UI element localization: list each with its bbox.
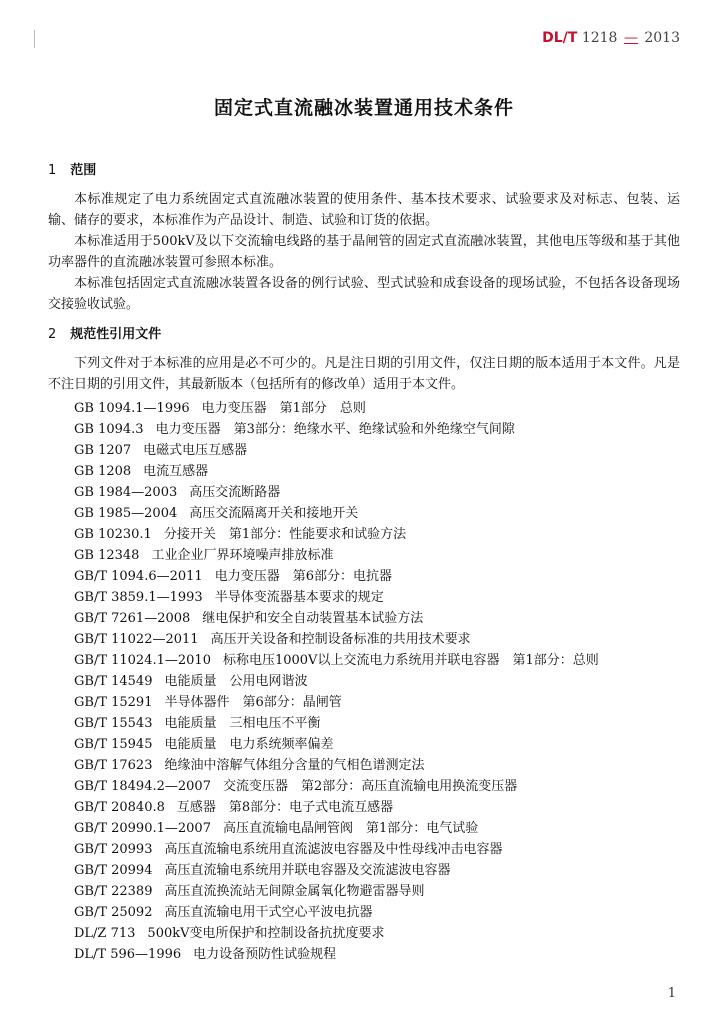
- reference-code: GB 1094.3: [74, 422, 144, 437]
- reference-item: [48, 440, 680, 461]
- reference-title: 高压直流输电系统用直流滤波电容器及中性母线冲击电容器: [164, 842, 503, 857]
- reference-item: [48, 629, 680, 650]
- reference-title: 电力设备预防性试验规程: [193, 947, 337, 962]
- reference-item: [48, 608, 680, 629]
- reference-title: 交流变压器 第2部分：高压直流输电用换流变压器: [222, 779, 518, 794]
- reference-item: [48, 545, 680, 566]
- reference-title: 继电保护和安全自动装置基本试验方法: [202, 611, 424, 626]
- reference-code: GB/T 11024.1—2010: [74, 653, 211, 668]
- reference-code: DL/T 596—1996: [74, 947, 182, 962]
- reference-item: [48, 692, 680, 713]
- reference-item: [48, 482, 680, 503]
- reference-title: 电力变压器 第6部分：电抗器: [214, 569, 392, 584]
- reference-title: 高压开关设备和控制设备标准的共用技术要求: [210, 632, 471, 647]
- reference-item: [48, 944, 680, 965]
- reference-item: [48, 419, 680, 440]
- reference-title: 半导体变流器基本要求的规定: [214, 590, 384, 605]
- reference-title: 高压交流断路器: [189, 485, 281, 500]
- reference-code: GB/T 22389: [74, 884, 153, 899]
- reference-code: GB/T 25092: [74, 905, 153, 920]
- reference-title: 高压直流输电系统用并联电容器及交流滤波电容器: [164, 863, 451, 878]
- reference-code: GB 10230.1: [74, 527, 152, 542]
- reference-list: [48, 398, 680, 965]
- document-title: 固定式直流融冰装置通用技术条件: [213, 97, 514, 119]
- reference-code: GB/T 17623: [74, 758, 153, 773]
- reference-title: 电磁式电压互感器: [143, 443, 248, 458]
- section-normative-references: [48, 324, 680, 965]
- reference-title: 电力变压器 第1部分 总则: [201, 401, 366, 416]
- reference-item: [48, 503, 680, 524]
- reference-title: 半导体器件 第6部分：晶闸管: [164, 695, 342, 710]
- reference-title: 电能质量 三相电压不平衡: [164, 716, 321, 731]
- reference-title: 高压直流输电晶闸管阀 第1部分：电气试验: [222, 821, 479, 836]
- paragraph: 本标准规定了电力系统固定式直流融冰装置的使用条件、基本技术要求、试验要求及对标志、包装、运输、储存的要求，本标准作为产品设计、制造、试验和订货的依据。: [48, 192, 680, 228]
- reference-item: [48, 923, 680, 944]
- reference-title: 电能质量 电力系统频率偏差: [164, 737, 334, 752]
- section-number: 1: [48, 163, 57, 178]
- reference-code: GB 12348: [74, 548, 140, 563]
- reference-title: 工业企业厂界环境噪声排放标准: [151, 548, 334, 563]
- reference-item: [48, 650, 680, 671]
- reference-item: [48, 671, 680, 692]
- section-scope: [48, 160, 680, 315]
- page-number: 1: [667, 986, 676, 1001]
- reference-title: 分接开关 第1部分：性能要求和试验方法: [163, 527, 407, 542]
- reference-title: 高压直流换流站无间隙金属氧化物避雷器导则: [164, 884, 425, 899]
- paragraph: 下列文件对于本标准的应用是必不可少的。凡是注日期的引用文件，仅注日期的版本适用于本文件。凡是不注日期的引用文件，其最新版本（包括所有的修改单）适用于本文件。: [48, 356, 680, 392]
- reference-item: [48, 524, 680, 545]
- reference-code: GB 1985—2004: [74, 506, 178, 521]
- reference-title: 绝缘油中溶解气体组分含量的气相色谱测定法: [164, 758, 425, 773]
- reference-item: [48, 818, 680, 839]
- section-heading: [48, 160, 680, 181]
- reference-title: 电能质量 公用电网谐波: [164, 674, 308, 689]
- reference-item: [48, 881, 680, 902]
- standard-header: [542, 30, 680, 46]
- reference-code: GB/T 14549: [74, 674, 153, 689]
- standard-code: DL/T: [542, 30, 578, 46]
- reference-code: GB 1207: [74, 443, 132, 458]
- reference-code: GB/T 20990.1—2007: [74, 821, 211, 836]
- section-title: 规范性引用文件: [70, 327, 162, 342]
- reference-item: [48, 713, 680, 734]
- reference-item: [48, 566, 680, 587]
- crop-mark: [34, 30, 35, 48]
- reference-item: [48, 902, 680, 923]
- reference-title: 高压直流输电用干式空心平波电抗器: [164, 905, 373, 920]
- reference-title: 电力变压器 第3部分：绝缘水平、绝缘试验和外绝缘空气间隙: [155, 422, 515, 437]
- reference-item: [48, 839, 680, 860]
- reference-item: [48, 734, 680, 755]
- reference-code: GB 1208: [74, 464, 132, 479]
- reference-item: [48, 587, 680, 608]
- reference-code: GB/T 20994: [74, 863, 153, 878]
- reference-title: 电流互感器: [143, 464, 209, 479]
- reference-code: GB 1984—2003: [74, 485, 178, 500]
- reference-code: GB/T 1094.6—2011: [74, 569, 203, 584]
- document-body: [48, 160, 680, 965]
- reference-code: GB/T 18494.2—2007: [74, 779, 211, 794]
- reference-item: [48, 398, 680, 419]
- reference-item: [48, 797, 680, 818]
- reference-title: 互感器 第8部分：电子式电流互感器: [176, 800, 394, 815]
- section-number: 2: [48, 327, 57, 342]
- reference-item: [48, 860, 680, 881]
- reference-code: GB/T 7261—2008: [74, 611, 191, 626]
- reference-title: 标称电压1000V以上交流电力系统用并联电容器 第1部分：总则: [222, 653, 599, 668]
- reference-code: GB/T 20993: [74, 842, 153, 857]
- standard-year: 2013: [644, 30, 680, 46]
- reference-code: GB/T 15291: [74, 695, 153, 710]
- reference-code: GB/T 3859.1—1993: [74, 590, 203, 605]
- reference-code: GB/T 11022—2011: [74, 632, 199, 647]
- section-title: 范围: [70, 163, 97, 178]
- reference-code: GB/T 15543: [74, 716, 153, 731]
- reference-code: GB/T 15945: [74, 737, 153, 752]
- paragraph: 本标准适用于500kV及以下交流输电线路的基于晶闸管的固定式直流融冰装置，其他电压等级和基于其他功率器件的直流融冰装置可参照本标准。: [48, 234, 680, 270]
- standard-separator: —: [623, 30, 638, 46]
- reference-code: DL/Z 713: [74, 926, 136, 941]
- reference-title: 高压交流隔离开关和接地开关: [189, 506, 359, 521]
- reference-title: 500kV变电所保护和控制设备抗扰度要求: [147, 926, 385, 941]
- reference-item: [48, 755, 680, 776]
- reference-code: GB 1094.1—1996: [74, 401, 190, 416]
- standard-number: 1218: [581, 30, 618, 46]
- reference-code: GB/T 20840.8: [74, 800, 165, 815]
- reference-item: [48, 776, 680, 797]
- section-heading: [48, 324, 680, 345]
- reference-item: [48, 461, 680, 482]
- paragraph: 本标准包括固定式直流融冰装置各设备的例行试验、型式试验和成套设备的现场试验，不包括各设备现场交接验收试验。: [48, 276, 680, 312]
